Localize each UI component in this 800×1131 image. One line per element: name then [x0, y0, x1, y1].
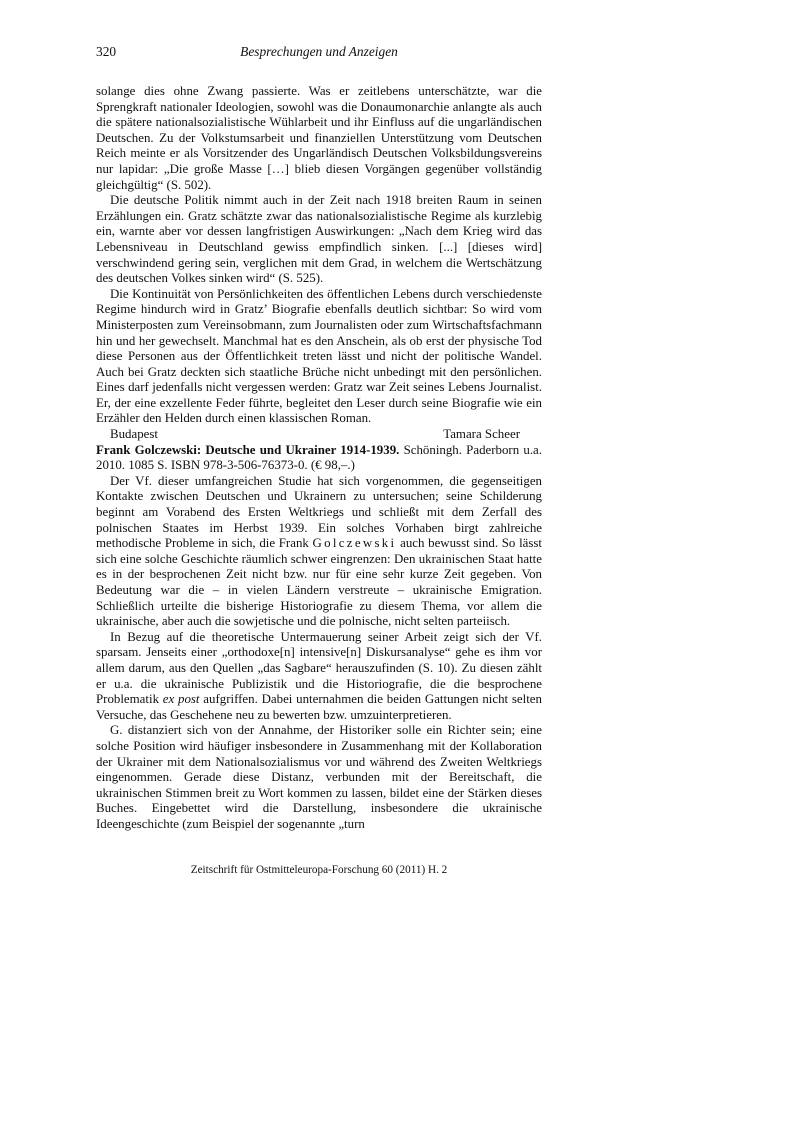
review1-paragraph-2: Die deutsche Politik nimmt auch in der Zeit nach 1918 breiten Raum in seinen Erzählungen ein. Gratz schätzte zwar das nationalsozialistische Regime als kurzlebig ein, warnte aber vor dessen langfristigen Auswirkungen: „Nach dem Krieg wird das Lebensniveau in Deutschland gewiss empfindlich sinken. [...] [dieses wird] verschwindend gering sein, verglichen mit dem Grad, in welchem die Wertschätzung des deutschen Volkes sinken wird“ (S. 525). [96, 193, 542, 286]
review2-p2-text-a: In Bezug auf die theoretische Untermauerung seiner Arbeit zeigt sich der Vf. sparsam. Jenseits einer „orthodoxe[n] intensive[n] Diskursanalyse“ gehe es ihm vor allem darum, aus den Quellen „das Sagbare“ herauszufinden (S. 10). Zu diesen zählt er u.a. die ukrainische Publizistik und die Historiografie, die die besprochene Problematik [96, 629, 542, 707]
review2-paragraph-2 [96, 630, 542, 724]
review1-reviewer: Tamara Scheer [443, 427, 520, 442]
review2-p1-text-a: Der Vf. dieser umfangreichen Studie hat sich vorgenommen, die gegenseitigen Kontakte zwischen Deutschen und Ukrainern zu untersuchen; seine Schilderung beginnt am Vorabend des Ersten Weltkriegs und schließt mit dem Zerfall des polnischen Staates im Herbst 1939. Ein solches Vorhaben birgt zahlreiche methodische Probleme in sich, die Frank [96, 473, 542, 551]
review2-p1-text-b: auch bewusst sind. So lässt sich eine solche Geschichte räumlich schwer eingrenzen: Den ukrainischen Staat hatte es in der besprochenen Zeit nicht bzw. nur für eine sehr kurze Zeit gegeben. Von Bedeutung war die – in vielen Ländern verstreute – ukrainische Emigration. Schließlich urteilte die bisherige Historiografie zu diesem Thema, vor allem die ukrainische, aber auch die sowjetische und die polnische, nicht selten parteiisch. [96, 536, 542, 629]
review1-paragraph-1: solange dies ohne Zwang passierte. Was er zeitlebens unterschätzte, war die Sprengkraft nationaler Ideologien, sowohl was die Donaumonarchie anlangte als auch die spätere nationalsozialistische Wühlarbeit und ihr Einfluss auf die ungarländischen Deutschen. Zu der Volkstumsarbeit und finanziellen Unterstützung vom Deutschen Reich meinte er als Vorsitzender des Ungarländisch Deutschen Volksbildungsvereins nur lapidar: „Die große Masse […] blieb diesen Vorgängen gegenüber vollständig gleichgültig“ (S. 502). [96, 84, 542, 192]
review2-paragraph-3: G. distanziert sich von der Annahme, der Historiker solle ein Richter sein; eine solche Position wird häufiger insbesondere in Zusammenhang mit der Kollaboration der Ukrainer mit dem Nationalsozialismus vor und während des Zweiten Weltkriegs eingenommen. Gerade diese Distanz, verbunden mit der Bereitschaft, die ukrainischen Stimmen breit zu Wort kommen zu lassen, bildet eine der Stärken dieses Buches. Eingebettet wird die Darstellung, insbesondere die ukrainische Ideengeschichte (zum Beispiel der sogenannte „turn [96, 723, 542, 831]
review2-book-details: Schöningh. Paderborn u.a. 2010. 1085 S. ISBN 978-3-506-76373-0. (€ 98,–.) [96, 442, 542, 473]
review2-p2-text-b: aufgriffen. Dabei unternahmen die beiden Gattungen nicht selten Versuche, das Geschehene neu zu bewerten bzw. umzuinterpretieren. [96, 692, 542, 722]
review2-paragraph-1 [96, 474, 542, 630]
running-title: Besprechungen und Anzeigen [240, 44, 398, 59]
review2-author-spaced: Golczewski [312, 536, 397, 551]
review1-signature [96, 427, 542, 443]
page-header [96, 44, 542, 64]
page-number: 320 [96, 44, 117, 59]
page-footer: Zeitschrift für Ostmitteleuropa-Forschung 60 (2011) H. 2 [190, 864, 448, 876]
review1-paragraph-3: Die Kontinuität von Persönlichkeiten des öffentlichen Lebens durch verschiedenste Regime hindurch wird in Gratz’ Biografie ebenfalls deutlich sichtbar: So wird vom Ministerposten zum Vereinsobmann, zum Journalisten oder zum Wirtschaftsfachmann hin und her gewechselt. Manchmal hat es den Anschein, als ob erst der physische Tod diese Personen aus der Öffentlichkeit treten lässt und nicht der politische Wandel. Auch bei Gratz deckten sich staatliche Brüche nicht unbedingt mit den persönlichen. Eines darf jedenfalls nicht vergessen werden: Gratz war Zeit seines Lebens Journalist. Er, der eine exzellente Feder führte, begleitet den Leser durch seine Biografie wie ein Erzähler den Helden durch einen klassischen Roman. [96, 286, 542, 426]
review2-book-title: Frank Golczewski: Deutsche und Ukrainer 1914-1939. [96, 442, 400, 457]
review2-heading [96, 443, 542, 474]
review1-place: Budapest [110, 427, 158, 442]
page-body [96, 84, 542, 833]
review2-p2-emphasis: ex post [162, 692, 200, 707]
